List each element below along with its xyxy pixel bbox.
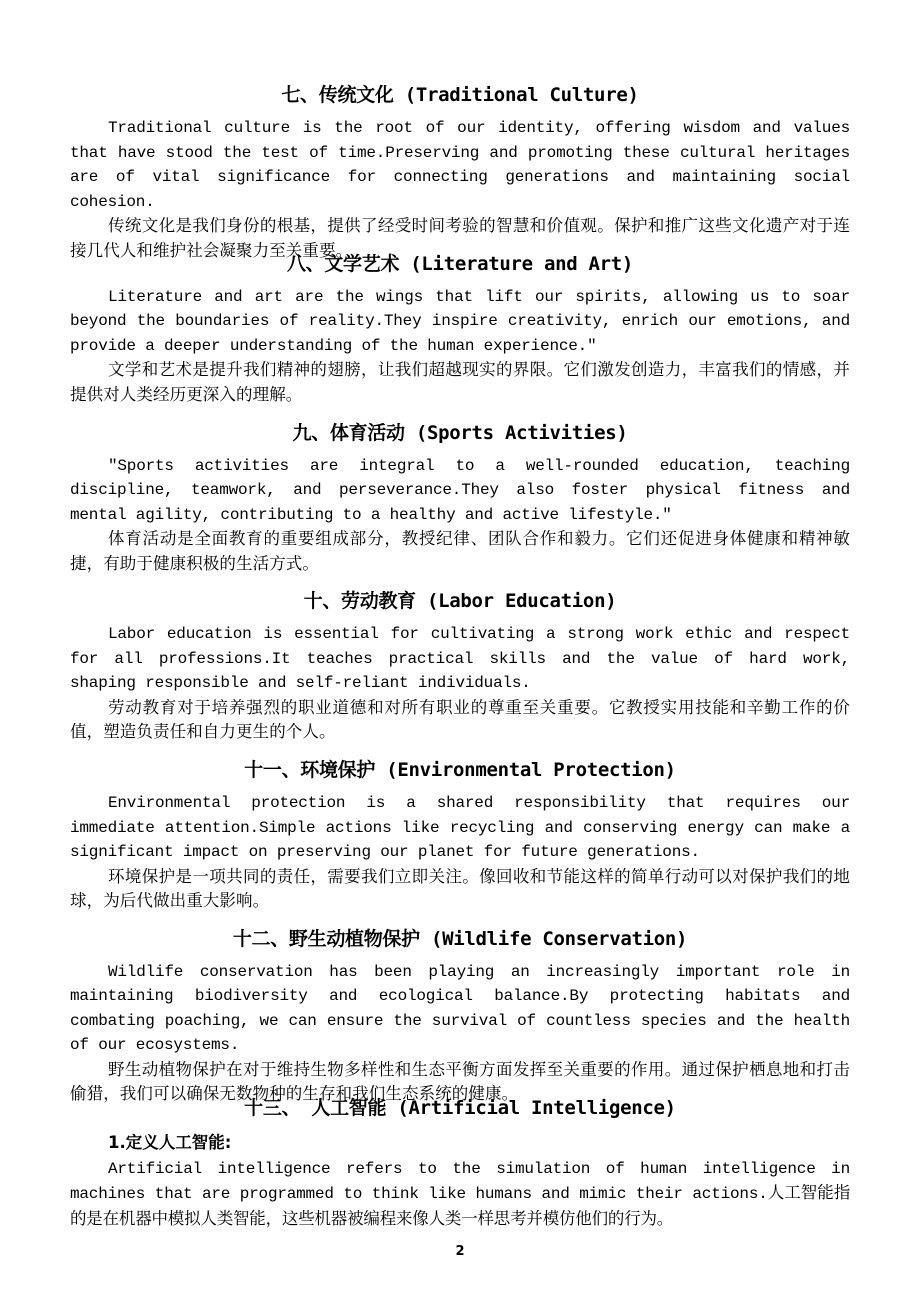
chinese-paragraph: 野生动植物保护在对于维持生物多样性和生态平衡方面发挥至关重要的作用。通过保护栖息地和打击偷猎，我们可以确保无数物种的生存和我们生态系统的健康。 <box>70 1059 850 1104</box>
ai-definition-paragraph <box>70 1157 850 1233</box>
english-paragraph: Wildlife conservation has been playing an increasingly important role in maintaining biodiversity and ecological balance.By protecting habitats and combating poaching, we can ensure the survival of countless species and the health of our ecosystems. <box>70 962 850 1055</box>
section-heading: 十三、 人工智能 (Artificial Intelligence) <box>244 1096 676 1119</box>
section-heading: 十、劳动教育 (Labor Education) <box>303 590 617 613</box>
english-paragraph: Environmental protection is a shared responsibility that requires our immediate attention.Simple actions like recycling and conserving energy can make a significant impact on preserving our planet for future generations. <box>70 794 850 862</box>
section-heading: 十二、野生动植物保护 (Wildlife Conservation) <box>232 927 688 950</box>
english-paragraph: Literature and art are the wings that lift our spirits, allowing us to soar beyond the boundaries of reality.They inspire creativity, enrich our emotions, and provide a deeper understanding of the human experience." <box>70 287 850 355</box>
section-heading: 七、传统文化 (Traditional Culture) <box>281 84 639 106</box>
section-traditional-culture <box>70 80 850 260</box>
document-body <box>70 80 850 1232</box>
chinese-paragraph: 传统文化是我们身份的根基，提供了经受时间考验的智慧和价值观。保护和推广这些文化遗产对于连接几代人和维护社会凝聚力至关重要。 <box>70 216 850 260</box>
english-text: Artificial intelligence refers to the simulation of human intelligence in machines that are programmed to think like humans and mimic their actions. <box>70 1159 850 1204</box>
chinese-paragraph: 文学和艺术是提升我们精神的翅膀，让我们超越现实的界限。它们激发创造力，丰富我们的情感，并提供对人类经历更深入的理解。 <box>70 360 850 404</box>
section-heading: 八、文学艺术 (Literature and Art) <box>286 252 634 275</box>
english-paragraph: Traditional culture is the root of our identity, offering wisdom and values that have stood the test of time.Preserving and promoting these cultural heritages are of vital significance for connecting generations and maintaining social cohesion. <box>70 119 850 211</box>
chinese-paragraph: 环境保护是一项共同的责任，需要我们立即关注。像回收和节能这样的简单行动可以对保护我们的地球，为后代做出重大影响。 <box>70 866 850 911</box>
section-labor-education <box>70 586 850 755</box>
chinese-paragraph: 体育活动是全面教育的重要组成部分，教授纪律、团队合作和毅力。它们还促进身体健康和精神敏捷，有助于健康积极的生活方式。 <box>70 529 850 573</box>
english-paragraph: "Sports activities are integral to a well-rounded education, teaching discipline, teamwork, and perseverance.They also foster physical fitness and mental agility, contributing to a healthy and active lifestyle." <box>70 456 850 524</box>
section-sports-activities <box>70 418 850 587</box>
english-paragraph: Labor education is essential for cultivating a strong work ethic and respect for all professions.It teaches practical skills and the value of hard work, shaping responsible and self-reliant individuals. <box>70 625 850 693</box>
section-heading: 九、体育活动 (Sports Activities) <box>292 421 628 444</box>
section-environmental-protection <box>70 755 850 924</box>
chinese-paragraph: 劳动教育对于培养强烈的职业道德和对所有职业的尊重至关重要。它教授实用技能和辛勤工作的价值，塑造负责任和自力更生的个人。 <box>70 697 850 742</box>
section-wildlife-conservation <box>70 924 850 1104</box>
section-literature-and-art <box>70 249 850 418</box>
section-artificial-intelligence <box>70 1093 850 1233</box>
section-heading: 十一、环境保护 (Environmental Protection) <box>244 759 676 782</box>
page-number: 2 <box>455 1244 465 1259</box>
chinese-text: 人工智能指的是在机器中模拟人类智能，这些机器被编程来像人类一样思考并模仿他们的行为。 <box>70 1183 850 1228</box>
subsection-heading: 1.定义人工智能: <box>108 1132 232 1152</box>
